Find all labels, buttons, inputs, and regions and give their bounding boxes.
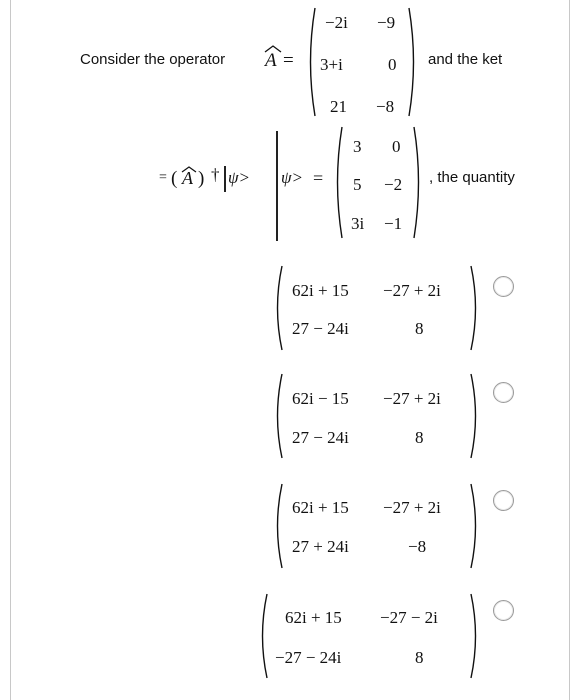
- ket-bar-2: [276, 131, 278, 241]
- option-cell: −27 + 2i: [383, 389, 441, 408]
- answer-option[interactable]: [270, 262, 530, 354]
- right-paren: [469, 264, 481, 352]
- option-cell: 62i + 15: [285, 608, 342, 627]
- matrix-a-cell: 21: [330, 97, 347, 116]
- left-paren: [305, 6, 317, 118]
- answer-option[interactable]: [270, 480, 530, 572]
- matrix-a-cell: 0: [388, 55, 397, 74]
- option-cell: 8: [415, 428, 424, 447]
- option-cell: 62i − 15: [292, 389, 349, 408]
- ket-cell: 3i: [351, 214, 365, 233]
- left-paren: [272, 264, 284, 352]
- the-quantity-text: , the quantity: [429, 169, 515, 186]
- and-ket-text: and the ket: [428, 51, 503, 68]
- radio-button[interactable]: [493, 276, 514, 297]
- ket-cell: 3: [353, 137, 362, 156]
- intro-text: Consider the operator: [80, 51, 226, 68]
- left-paren: [257, 592, 269, 680]
- left-paren: [332, 125, 344, 240]
- option-cell: 27 − 24i: [292, 428, 349, 447]
- op-close-paren: ): [198, 168, 205, 189]
- matrix-a-cell: −9: [377, 13, 396, 32]
- radio-button[interactable]: [493, 600, 514, 621]
- option-cell: 27 + 24i: [292, 537, 349, 556]
- option-cell: 8: [415, 648, 424, 667]
- right-paren: [469, 592, 481, 680]
- ket-bar: [224, 166, 226, 192]
- left-border: [10, 0, 11, 700]
- ket-psi: ψ>: [228, 168, 251, 187]
- option-cell: −27 + 2i: [383, 281, 441, 300]
- matrix-a-cell: −8: [376, 97, 395, 116]
- option-cell: −27 − 2i: [380, 608, 438, 627]
- ket-cell: −2: [384, 175, 403, 194]
- option-cell: −8: [408, 537, 427, 556]
- ket-cell: 5: [353, 175, 362, 194]
- option-cell: 62i + 15: [292, 498, 349, 517]
- dagger-symbol: †: [211, 165, 220, 184]
- op-open-paren: (: [171, 168, 178, 189]
- left-paren: [272, 482, 284, 570]
- matrix-a-cell: 3+i: [320, 55, 343, 74]
- option-cell: −27 + 2i: [383, 498, 441, 517]
- answer-option[interactable]: [270, 370, 530, 462]
- option-cell: 27 − 24i: [292, 319, 349, 338]
- eq-sign: =: [159, 170, 167, 185]
- right-paren: [412, 125, 424, 240]
- eq-sign-2: =: [313, 168, 324, 188]
- option-cell: −27 − 24i: [275, 648, 342, 667]
- right-paren: [407, 6, 419, 118]
- right-border: [569, 0, 570, 700]
- ket-cell: 0: [392, 137, 401, 156]
- option-cell: 62i + 15: [292, 281, 349, 300]
- ket-psi-2: ψ>: [281, 168, 304, 187]
- matrix-a-cell: −2i: [325, 13, 348, 32]
- answer-option[interactable]: [255, 590, 530, 682]
- right-paren: [469, 372, 481, 460]
- radio-button[interactable]: [493, 490, 514, 511]
- operator-symbol: A: [265, 50, 277, 71]
- operator-symbol-2: A: [182, 168, 193, 188]
- radio-button[interactable]: [493, 382, 514, 403]
- left-paren: [272, 372, 284, 460]
- ket-cell: −1: [384, 214, 403, 233]
- option-cell: 8: [415, 319, 424, 338]
- equals-sign: =: [283, 50, 294, 71]
- right-paren: [469, 482, 481, 570]
